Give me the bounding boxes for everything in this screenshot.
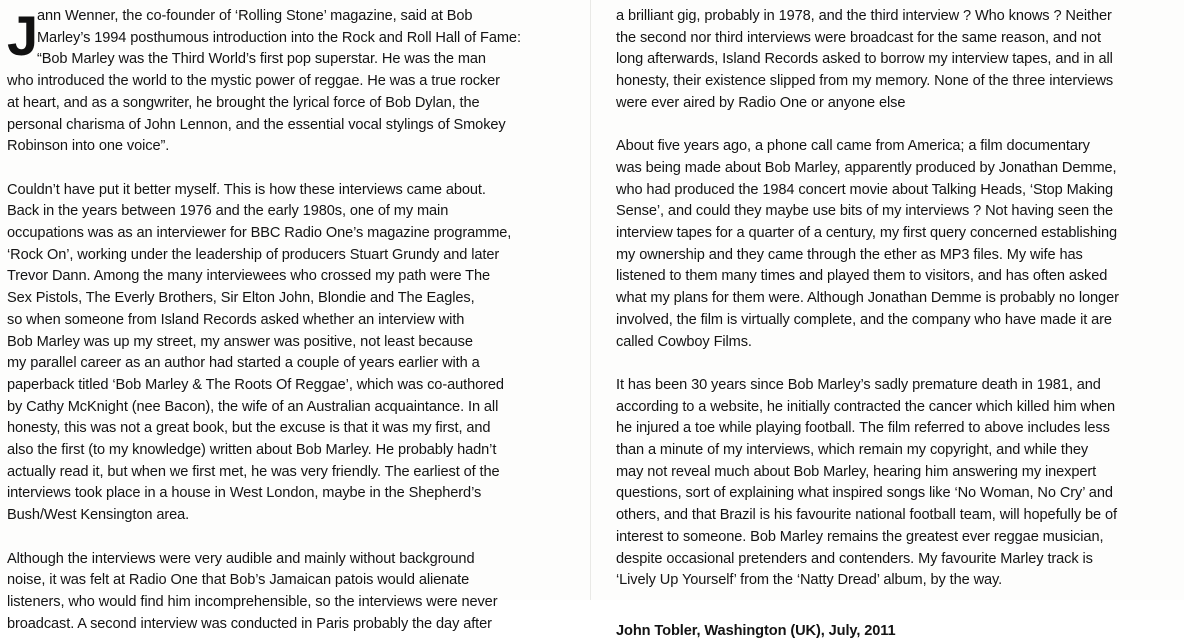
- page-fold: [590, 0, 591, 600]
- paragraph-gap: [7, 527, 579, 549]
- text-line: occupations was as an interviewer for BBC Radio One’s magazine programme,: [7, 225, 512, 242]
- text-line: what my plans for them were. Although Jonathan Demme is probably no longer: [616, 290, 1119, 307]
- author-signature: John Tobler, Washington (UK), July, 2011: [616, 622, 896, 639]
- text-line: may not reveal much about Bob Marley, hearing him answering my inexpert: [616, 463, 1097, 480]
- text-line: according to a website, he initially contracted the cancer which killed him when: [616, 398, 1115, 415]
- text-line: Trevor Dann. Among the many interviewees who crossed my path were The: [7, 268, 491, 285]
- text-line: personal charisma of John Lennon, and the essential vocal stylings of Smokey: [7, 116, 506, 133]
- text-line: than a minute of my interviews, which remain my copyright, and while they: [616, 442, 1089, 459]
- text-line: my ownership and they came through the ether as MP3 files. My wife has: [616, 246, 1083, 263]
- text-line: Bush/West Kensington area.: [7, 507, 190, 524]
- text-line: It has been 30 years since Bob Marley’s sadly premature death in 1981, and: [616, 376, 1101, 393]
- text-line: who had produced the 1984 concert movie about Talking Heads, ‘Stop Making: [616, 181, 1114, 198]
- paragraph-gap: [616, 115, 1176, 137]
- text-line: he injured a toe while playing football. The film referred to above includes less: [616, 420, 1110, 437]
- text-line: the second nor third interviews were broadcast for the same reason, and not: [616, 29, 1101, 46]
- text-line: interview tapes for a quarter of a century, my first query concerned establishing: [616, 225, 1118, 242]
- text-line: called Cowboy Films.: [616, 333, 752, 350]
- text-line: at heart, and as a songwriter, he brought the lyrical force of Bob Dylan, the: [7, 94, 480, 111]
- text-line: Back in the years between 1976 and the early 1980s, one of my main: [7, 203, 449, 220]
- text-line: paperback titled ‘Bob Marley & The Roots Of Reggae’, which was co-authored: [7, 376, 504, 393]
- right-body-text: [616, 6, 1176, 614]
- text-line: ‘Lively Up Yourself’ from the ‘Natty Dread’ album, by the way.: [616, 572, 1003, 589]
- text-line: Sense’, and could they maybe use bits of my interviews ? Not having seen the: [616, 203, 1113, 220]
- paragraph-gap: [616, 353, 1176, 375]
- text-line: Couldn’t have put it better myself. This is how these interviews came about.: [7, 181, 486, 198]
- text-line: interest to someone. Bob Marley remains the greatest ever reggae musician,: [616, 528, 1104, 545]
- text-line: honesty, this was not a great book, but the excuse is that it was my first, and: [7, 420, 491, 437]
- text-line: by Cathy McKnight (nee Bacon), the wife of an Australian acquaintance. In all: [7, 398, 499, 415]
- text-line: so when someone from Island Records asked whether an interview with: [7, 311, 465, 328]
- text-line: interviews took place in a house in West London, maybe in the Shepherd’s: [7, 485, 482, 502]
- text-line: actually read it, but when we first met, he was very friendly. The earliest of the: [7, 463, 500, 480]
- text-line: noise, it was felt at Radio One that Bob’s Jamaican patois would alienate: [7, 572, 470, 589]
- paragraph-gap: [7, 158, 579, 180]
- text-line: honesty, their existence slipped from my memory. None of the three interviews: [616, 73, 1114, 90]
- text-line: Robinson into one voice”.: [7, 138, 170, 155]
- opening-paragraph: [7, 6, 579, 71]
- text-line: “Bob Marley was the Third World’s first pop superstar. He was the man: [37, 51, 486, 68]
- text-line: others, and that Brazil is his favourite national football team, will hopefully be of: [616, 507, 1117, 524]
- text-line: Bob Marley was up my street, my answer was positive, not least because: [7, 333, 473, 350]
- paragraph-gap: [616, 592, 1176, 614]
- text-line: also the first (to my knowledge) written about Bob Marley. He probably hadn’t: [7, 442, 497, 459]
- text-line: long afterwards, Island Records asked to borrow my interview tapes, and in all: [616, 51, 1113, 68]
- text-line: my parallel career as an author had started a couple of years earlier with a: [7, 355, 480, 372]
- text-line: was being made about Bob Marley, apparently produced by Jonathan Demme,: [616, 159, 1117, 176]
- left-body-text: [7, 71, 579, 635]
- text-line: a brilliant gig, probably in 1978, and the third interview ? Who knows ? Neither: [616, 8, 1112, 24]
- text-line: broadcast. A second interview was conducted in Paris probably the day after: [7, 615, 492, 632]
- text-line: were ever aired by Radio One or anyone else: [616, 94, 906, 111]
- drop-cap: J: [7, 4, 39, 67]
- left-page-text: [7, 6, 579, 635]
- text-line: Sex Pistols, The Everly Brothers, Sir Elton John, Blondie and The Eagles,: [7, 290, 475, 307]
- text-line: listened to them many times and played them to visitors, and has often asked: [616, 268, 1108, 285]
- text-line: Although the interviews were very audible and mainly without background: [7, 550, 475, 567]
- right-page-text: [616, 6, 1176, 642]
- text-line: listeners, who would find him incomprehensible, so the interviews were never: [7, 593, 498, 610]
- text-line: questions, sort of explaining what inspired songs like ‘No Woman, No Cry’ and: [616, 485, 1113, 502]
- text-line: involved, the film is virtually complete, and the company who have made it are: [616, 311, 1112, 328]
- text-line: who introduced the world to the mystic power of reggae. He was a true rocker: [7, 73, 500, 90]
- text-line: ann Wenner, the co-founder of ‘Rolling Stone’ magazine, said at Bob: [37, 8, 473, 24]
- text-line: despite occasional pretenders and contenders. My favourite Marley track is: [616, 550, 1093, 567]
- text-line: ‘Rock On’, working under the leadership of producers Stuart Grundy and later: [7, 246, 500, 263]
- text-line: Marley’s 1994 posthumous introduction into the Rock and Roll Hall of Fame:: [37, 29, 521, 46]
- text-line: About five years ago, a phone call came from America; a film documentary: [616, 138, 1090, 155]
